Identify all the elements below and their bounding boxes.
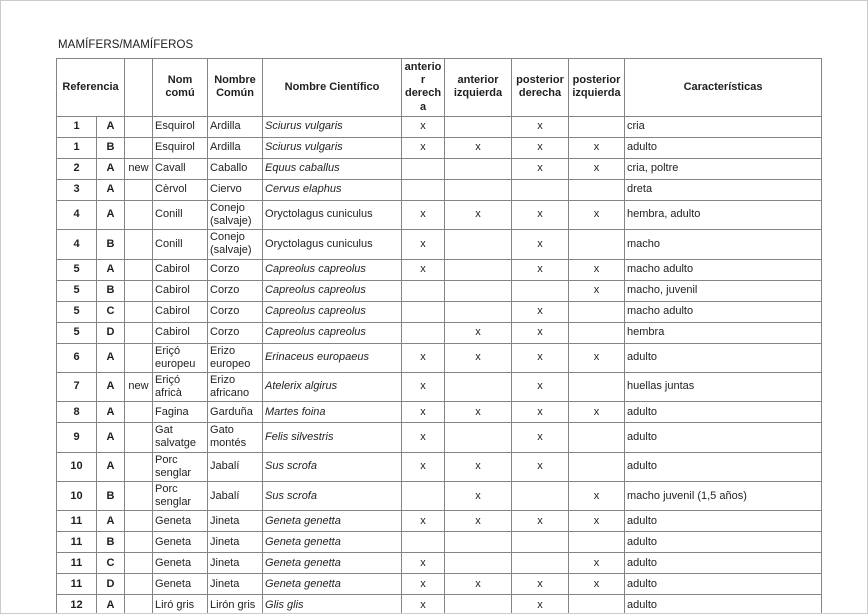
nombre-comun-cell: Conejo (salvaje): [208, 200, 263, 229]
ref-number-cell: 10: [57, 482, 97, 511]
ref-letter-cell: B: [97, 532, 125, 553]
ref-number-cell: 10: [57, 452, 97, 481]
table-row: [57, 532, 822, 553]
ref-letter-cell: A: [97, 343, 125, 372]
tag-cell: new: [125, 372, 153, 401]
posterior-izquierda-cell: [569, 452, 625, 481]
tag-cell: [125, 116, 153, 137]
ref-letter-cell: C: [97, 553, 125, 574]
nombre-comun-cell: Corzo: [208, 280, 263, 301]
tag-cell: [125, 532, 153, 553]
ref-number-cell: 11: [57, 574, 97, 595]
caracteristicas-cell: macho adulto: [625, 301, 822, 322]
tag-cell: [125, 230, 153, 259]
page-title: MAMÍFERS/MAMÍFEROS: [58, 39, 194, 51]
posterior-derecha-cell: x: [512, 343, 569, 372]
nom-comu-cell: Geneta: [153, 553, 208, 574]
posterior-derecha-cell: [512, 532, 569, 553]
ref-letter-cell: B: [97, 280, 125, 301]
posterior-izquierda-cell: x: [569, 343, 625, 372]
anterior-izquierda-cell: [445, 259, 512, 280]
nombre-comun-cell: Jabalí: [208, 482, 263, 511]
caracteristicas-cell: macho juvenil (1,5 años): [625, 482, 822, 511]
ref-number-cell: 7: [57, 372, 97, 401]
posterior-derecha-cell: x: [512, 322, 569, 343]
posterior-derecha-cell: x: [512, 259, 569, 280]
table-row: [57, 116, 822, 137]
header-referencia: Referencia: [57, 59, 125, 117]
mammals-table: [56, 58, 822, 614]
anterior-izquierda-cell: [445, 158, 512, 179]
posterior-derecha-cell: x: [512, 301, 569, 322]
anterior-derecha-cell: x: [402, 574, 445, 595]
anterior-derecha-cell: x: [402, 511, 445, 532]
ref-letter-cell: D: [97, 574, 125, 595]
ref-letter-cell: C: [97, 301, 125, 322]
scientific-name-cell: Erinaceus europaeus: [263, 343, 402, 372]
scientific-name-cell: Atelerix algirus: [263, 372, 402, 401]
scientific-name-cell: Cervus elaphus: [263, 179, 402, 200]
anterior-izquierda-cell: [445, 301, 512, 322]
table-row: [57, 402, 822, 423]
nom-comu-cell: Cèrvol: [153, 179, 208, 200]
caracteristicas-cell: macho adulto: [625, 259, 822, 280]
tag-cell: [125, 259, 153, 280]
posterior-izquierda-cell: x: [569, 259, 625, 280]
posterior-izquierda-cell: x: [569, 200, 625, 229]
scientific-name-cell: Felis silvestris: [263, 423, 402, 452]
scientific-name-cell: Geneta genetta: [263, 511, 402, 532]
nom-comu-cell: Gat salvatge: [153, 423, 208, 452]
ref-number-cell: 4: [57, 230, 97, 259]
tag-cell: [125, 322, 153, 343]
ref-number-cell: 5: [57, 322, 97, 343]
table-row: [57, 452, 822, 481]
posterior-derecha-cell: x: [512, 137, 569, 158]
scientific-name-cell: Martes foina: [263, 402, 402, 423]
nombre-comun-cell: Garduña: [208, 402, 263, 423]
nom-comu-cell: Eriçó africà: [153, 372, 208, 401]
posterior-derecha-cell: x: [512, 595, 569, 614]
nom-comu-cell: Eriçó europeu: [153, 343, 208, 372]
posterior-derecha-cell: [512, 179, 569, 200]
nombre-comun-cell: Caballo: [208, 158, 263, 179]
posterior-izquierda-cell: x: [569, 402, 625, 423]
nombre-comun-cell: Corzo: [208, 322, 263, 343]
anterior-izquierda-cell: x: [445, 200, 512, 229]
ref-letter-cell: B: [97, 482, 125, 511]
table-row: [57, 595, 822, 614]
nombre-comun-cell: Jineta: [208, 553, 263, 574]
caracteristicas-cell: adulto: [625, 343, 822, 372]
ref-number-cell: 8: [57, 402, 97, 423]
ref-number-cell: 12: [57, 595, 97, 614]
posterior-derecha-cell: x: [512, 452, 569, 481]
nom-comu-cell: Esquirol: [153, 137, 208, 158]
nombre-comun-cell: Erizo africano: [208, 372, 263, 401]
nom-comu-cell: Conill: [153, 200, 208, 229]
anterior-derecha-cell: x: [402, 116, 445, 137]
tag-cell: new: [125, 158, 153, 179]
scientific-name-cell: Geneta genetta: [263, 574, 402, 595]
ref-letter-cell: B: [97, 230, 125, 259]
ref-letter-cell: A: [97, 595, 125, 614]
posterior-izquierda-cell: [569, 423, 625, 452]
anterior-derecha-cell: x: [402, 230, 445, 259]
scientific-name-cell: Sciurus vulgaris: [263, 116, 402, 137]
caracteristicas-cell: adulto: [625, 595, 822, 614]
scientific-name-cell: Geneta genetta: [263, 532, 402, 553]
anterior-izquierda-cell: x: [445, 322, 512, 343]
anterior-derecha-cell: [402, 280, 445, 301]
header-posterior-izquierda: posterior izquierda: [569, 59, 625, 117]
ref-letter-cell: A: [97, 158, 125, 179]
nom-comu-cell: Porc senglar: [153, 482, 208, 511]
anterior-derecha-cell: x: [402, 259, 445, 280]
ref-number-cell: 11: [57, 511, 97, 532]
anterior-derecha-cell: [402, 322, 445, 343]
nom-comu-cell: Cabirol: [153, 259, 208, 280]
anterior-derecha-cell: x: [402, 137, 445, 158]
anterior-izquierda-cell: x: [445, 511, 512, 532]
table-row: [57, 322, 822, 343]
scientific-name-cell: Capreolus capreolus: [263, 322, 402, 343]
nombre-comun-cell: Jineta: [208, 511, 263, 532]
anterior-derecha-cell: [402, 158, 445, 179]
posterior-izquierda-cell: [569, 179, 625, 200]
posterior-izquierda-cell: x: [569, 553, 625, 574]
tag-cell: [125, 452, 153, 481]
anterior-izquierda-cell: [445, 280, 512, 301]
anterior-izquierda-cell: [445, 423, 512, 452]
posterior-derecha-cell: x: [512, 511, 569, 532]
caracteristicas-cell: huellas juntas: [625, 372, 822, 401]
table-row: [57, 372, 822, 401]
anterior-derecha-cell: x: [402, 343, 445, 372]
anterior-izquierda-cell: [445, 230, 512, 259]
ref-letter-cell: A: [97, 259, 125, 280]
posterior-izquierda-cell: x: [569, 482, 625, 511]
header-anterior-izquierda: anterior izquierda: [445, 59, 512, 117]
scientific-name-cell: Geneta genetta: [263, 553, 402, 574]
ref-number-cell: 9: [57, 423, 97, 452]
posterior-izquierda-cell: [569, 595, 625, 614]
ref-number-cell: 3: [57, 179, 97, 200]
nombre-comun-cell: Corzo: [208, 301, 263, 322]
anterior-izquierda-cell: x: [445, 574, 512, 595]
nom-comu-cell: Cabirol: [153, 322, 208, 343]
scientific-name-cell: Oryctolagus cuniculus: [263, 230, 402, 259]
caracteristicas-cell: cria: [625, 116, 822, 137]
ref-number-cell: 5: [57, 301, 97, 322]
tag-cell: [125, 343, 153, 372]
ref-letter-cell: A: [97, 116, 125, 137]
anterior-derecha-cell: x: [402, 372, 445, 401]
tag-cell: [125, 595, 153, 614]
header-row: [57, 59, 822, 117]
caracteristicas-cell: adulto: [625, 402, 822, 423]
table-row: [57, 511, 822, 532]
anterior-izquierda-cell: [445, 116, 512, 137]
caracteristicas-cell: macho: [625, 230, 822, 259]
ref-number-cell: 6: [57, 343, 97, 372]
anterior-derecha-cell: [402, 179, 445, 200]
anterior-derecha-cell: x: [402, 402, 445, 423]
tag-cell: [125, 482, 153, 511]
ref-letter-cell: D: [97, 322, 125, 343]
caracteristicas-cell: adulto: [625, 553, 822, 574]
scientific-name-cell: Sus scrofa: [263, 482, 402, 511]
posterior-izquierda-cell: x: [569, 158, 625, 179]
scientific-name-cell: Sus scrofa: [263, 452, 402, 481]
nom-comu-cell: Esquirol: [153, 116, 208, 137]
scientific-name-cell: Capreolus capreolus: [263, 301, 402, 322]
table-row: [57, 280, 822, 301]
table-row: [57, 200, 822, 229]
tag-cell: [125, 280, 153, 301]
anterior-izquierda-cell: x: [445, 137, 512, 158]
scientific-name-cell: Equus caballus: [263, 158, 402, 179]
table-header: [57, 59, 822, 117]
caracteristicas-cell: dreta: [625, 179, 822, 200]
nombre-comun-cell: Jineta: [208, 532, 263, 553]
caracteristicas-cell: adulto: [625, 137, 822, 158]
ref-letter-cell: A: [97, 200, 125, 229]
anterior-derecha-cell: [402, 532, 445, 553]
posterior-izquierda-cell: [569, 116, 625, 137]
posterior-izquierda-cell: [569, 322, 625, 343]
scientific-name-cell: Glis glis: [263, 595, 402, 614]
ref-letter-cell: A: [97, 511, 125, 532]
nombre-comun-cell: Ardilla: [208, 116, 263, 137]
table-row: [57, 423, 822, 452]
nombre-comun-cell: Conejo (salvaje): [208, 230, 263, 259]
nombre-comun-cell: Ardilla: [208, 137, 263, 158]
table-row: [57, 259, 822, 280]
ref-number-cell: 1: [57, 137, 97, 158]
posterior-izquierda-cell: [569, 230, 625, 259]
anterior-izquierda-cell: [445, 595, 512, 614]
table-row: [57, 137, 822, 158]
anterior-izquierda-cell: x: [445, 343, 512, 372]
tag-cell: [125, 200, 153, 229]
tag-cell: [125, 553, 153, 574]
nom-comu-cell: Geneta: [153, 532, 208, 553]
caracteristicas-cell: adulto: [625, 452, 822, 481]
ref-letter-cell: A: [97, 372, 125, 401]
ref-number-cell: 11: [57, 553, 97, 574]
scientific-name-cell: Capreolus capreolus: [263, 259, 402, 280]
table-row: [57, 301, 822, 322]
ref-number-cell: 5: [57, 280, 97, 301]
ref-letter-cell: B: [97, 137, 125, 158]
posterior-derecha-cell: x: [512, 372, 569, 401]
caracteristicas-cell: hembra: [625, 322, 822, 343]
anterior-derecha-cell: x: [402, 452, 445, 481]
scientific-name-cell: Capreolus capreolus: [263, 280, 402, 301]
anterior-derecha-cell: [402, 301, 445, 322]
nom-comu-cell: Conill: [153, 230, 208, 259]
anterior-izquierda-cell: x: [445, 452, 512, 481]
posterior-izquierda-cell: x: [569, 137, 625, 158]
posterior-derecha-cell: [512, 280, 569, 301]
posterior-derecha-cell: [512, 482, 569, 511]
ref-number-cell: 2: [57, 158, 97, 179]
nom-comu-cell: Geneta: [153, 574, 208, 595]
anterior-derecha-cell: x: [402, 553, 445, 574]
nom-comu-cell: Geneta: [153, 511, 208, 532]
nom-comu-cell: Porc senglar: [153, 452, 208, 481]
table-row: [57, 343, 822, 372]
tag-cell: [125, 423, 153, 452]
tag-cell: [125, 179, 153, 200]
nombre-comun-cell: Gato montés: [208, 423, 263, 452]
table-row: [57, 179, 822, 200]
scientific-name-cell: Sciurus vulgaris: [263, 137, 402, 158]
posterior-derecha-cell: x: [512, 116, 569, 137]
caracteristicas-cell: macho, juvenil: [625, 280, 822, 301]
tag-cell: [125, 511, 153, 532]
posterior-derecha-cell: x: [512, 402, 569, 423]
caracteristicas-cell: adulto: [625, 511, 822, 532]
header-posterior-derecha: posterior derecha: [512, 59, 569, 117]
anterior-izquierda-cell: x: [445, 482, 512, 511]
tag-cell: [125, 301, 153, 322]
anterior-derecha-cell: x: [402, 423, 445, 452]
table-body: [57, 116, 822, 614]
nom-comu-cell: Liró gris: [153, 595, 208, 614]
posterior-derecha-cell: x: [512, 423, 569, 452]
ref-number-cell: 5: [57, 259, 97, 280]
anterior-derecha-cell: [402, 482, 445, 511]
anterior-derecha-cell: x: [402, 595, 445, 614]
nombre-comun-cell: Erizo europeo: [208, 343, 263, 372]
posterior-derecha-cell: x: [512, 574, 569, 595]
tag-cell: [125, 574, 153, 595]
header-tag: [125, 59, 153, 117]
table-row: [57, 482, 822, 511]
header-nombre-comun: Nombre Común: [208, 59, 263, 117]
posterior-derecha-cell: x: [512, 158, 569, 179]
anterior-izquierda-cell: [445, 553, 512, 574]
tag-cell: [125, 137, 153, 158]
nom-comu-cell: Cavall: [153, 158, 208, 179]
posterior-izquierda-cell: x: [569, 511, 625, 532]
table-row: [57, 574, 822, 595]
nombre-comun-cell: Jabalí: [208, 452, 263, 481]
caracteristicas-cell: adulto: [625, 532, 822, 553]
nom-comu-cell: Cabirol: [153, 280, 208, 301]
ref-letter-cell: A: [97, 179, 125, 200]
header-nombre-cientifico: Nombre Científico: [263, 59, 402, 117]
anterior-izquierda-cell: x: [445, 402, 512, 423]
posterior-derecha-cell: x: [512, 200, 569, 229]
nom-comu-cell: Cabirol: [153, 301, 208, 322]
posterior-izquierda-cell: [569, 301, 625, 322]
nombre-comun-cell: Ciervo: [208, 179, 263, 200]
header-caracteristicas: Características: [625, 59, 822, 117]
header-anterior-derecha: anterior derecha: [402, 59, 445, 117]
table-row: [57, 230, 822, 259]
posterior-izquierda-cell: [569, 532, 625, 553]
ref-number-cell: 1: [57, 116, 97, 137]
anterior-izquierda-cell: [445, 372, 512, 401]
tag-cell: [125, 402, 153, 423]
anterior-izquierda-cell: [445, 532, 512, 553]
header-nom-comu: Nom comú: [153, 59, 208, 117]
posterior-izquierda-cell: x: [569, 280, 625, 301]
nombre-comun-cell: Jineta: [208, 574, 263, 595]
ref-number-cell: 11: [57, 532, 97, 553]
table-row: [57, 158, 822, 179]
posterior-izquierda-cell: [569, 372, 625, 401]
anterior-izquierda-cell: [445, 179, 512, 200]
scientific-name-cell: Oryctolagus cuniculus: [263, 200, 402, 229]
ref-letter-cell: A: [97, 423, 125, 452]
posterior-derecha-cell: x: [512, 230, 569, 259]
anterior-derecha-cell: x: [402, 200, 445, 229]
caracteristicas-cell: cria, poltre: [625, 158, 822, 179]
ref-letter-cell: A: [97, 402, 125, 423]
caracteristicas-cell: adulto: [625, 574, 822, 595]
nombre-comun-cell: Corzo: [208, 259, 263, 280]
nombre-comun-cell: Lirón gris: [208, 595, 263, 614]
ref-number-cell: 4: [57, 200, 97, 229]
posterior-izquierda-cell: x: [569, 574, 625, 595]
nom-comu-cell: Fagina: [153, 402, 208, 423]
caracteristicas-cell: hembra, adulto: [625, 200, 822, 229]
ref-letter-cell: A: [97, 452, 125, 481]
posterior-derecha-cell: [512, 553, 569, 574]
caracteristicas-cell: adulto: [625, 423, 822, 452]
table-row: [57, 553, 822, 574]
